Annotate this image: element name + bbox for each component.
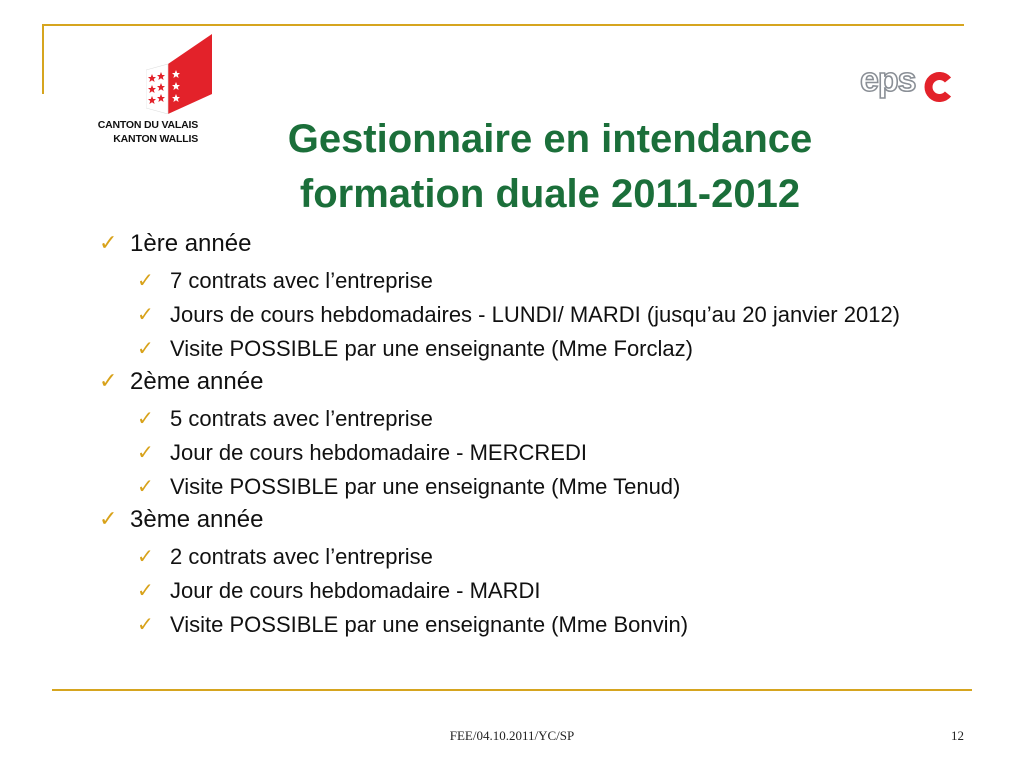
list-item-text: Jours de cours hebdomadaires - LUNDI/ MARDI (jusqu’au 20 janvier 2012): [170, 302, 901, 327]
frame-top-line: [42, 24, 964, 26]
list-item: [95, 301, 925, 328]
check-icon: ✓: [137, 612, 154, 636]
list-item-text: Visite POSSIBLE par une enseignante (Mme Forclaz): [170, 336, 693, 361]
check-icon: ✓: [137, 544, 154, 568]
check-icon: ✓: [137, 406, 154, 430]
footer-divider: [52, 689, 972, 691]
list-item-text: 5 contrats avec l’entreprise: [170, 406, 433, 431]
list-item: [95, 473, 925, 500]
check-icon: ✓: [137, 474, 154, 498]
epsc-logo-text: eps: [860, 61, 916, 99]
frame-left-line: [42, 24, 44, 94]
section-label: 1ère année: [130, 230, 252, 257]
check-icon: ✓: [99, 369, 118, 394]
canton-name-de: KANTON WALLIS: [113, 133, 198, 145]
list-item-text: Visite POSSIBLE par une enseignante (Mme Tenud): [170, 474, 681, 499]
list-item: [95, 543, 925, 570]
page-number: 12: [951, 728, 964, 743]
section-label: 2ème année: [130, 368, 264, 395]
epsc-mark-letter: C: [936, 92, 937, 93]
list-item-text: Jour de cours hebdomadaire - MERCREDI: [170, 440, 587, 465]
section-3eme-annee: [95, 504, 925, 536]
bullet-list: [95, 224, 925, 638]
check-icon: ✓: [99, 507, 118, 532]
section-2eme-annee: [95, 366, 925, 398]
list-item-text: Visite POSSIBLE par une enseignante (Mme Bonvin): [170, 612, 689, 637]
check-icon: ✓: [137, 440, 154, 464]
list-item: [95, 267, 925, 294]
epsc-c-mark-icon: [924, 72, 954, 102]
check-icon: ✓: [137, 578, 154, 602]
list-item: [95, 335, 925, 362]
list-item-text: 7 contrats avec l’entreprise: [170, 268, 433, 293]
section-1ere-annee: [95, 228, 925, 260]
list-item-text: Jour de cours hebdomadaire - MARDI: [170, 578, 541, 603]
footer-reference: FEE/04.10.2011/YC/SP: [449, 728, 575, 743]
valais-flag-icon: [146, 34, 212, 114]
list-item: [95, 439, 925, 466]
canton-logo-text: [86, 118, 198, 146]
check-icon: ✓: [137, 302, 154, 326]
canton-valais-logo: [86, 34, 216, 154]
title-line-2: formation duale 2011-2012: [299, 172, 801, 216]
list-item-text: 2 contrats avec l’entreprise: [170, 544, 433, 569]
slide-title: [200, 112, 900, 222]
check-icon: ✓: [99, 231, 118, 256]
list-item: [95, 611, 925, 638]
title-line-1: Gestionnaire en intendance: [287, 117, 813, 161]
list-item: [95, 405, 925, 432]
canton-name-fr: CANTON DU VALAIS: [97, 119, 198, 131]
check-icon: ✓: [137, 336, 154, 360]
epsc-logo: [860, 61, 960, 104]
section-label: 3ème année: [130, 506, 264, 533]
check-icon: ✓: [137, 268, 154, 292]
list-item: [95, 577, 925, 604]
